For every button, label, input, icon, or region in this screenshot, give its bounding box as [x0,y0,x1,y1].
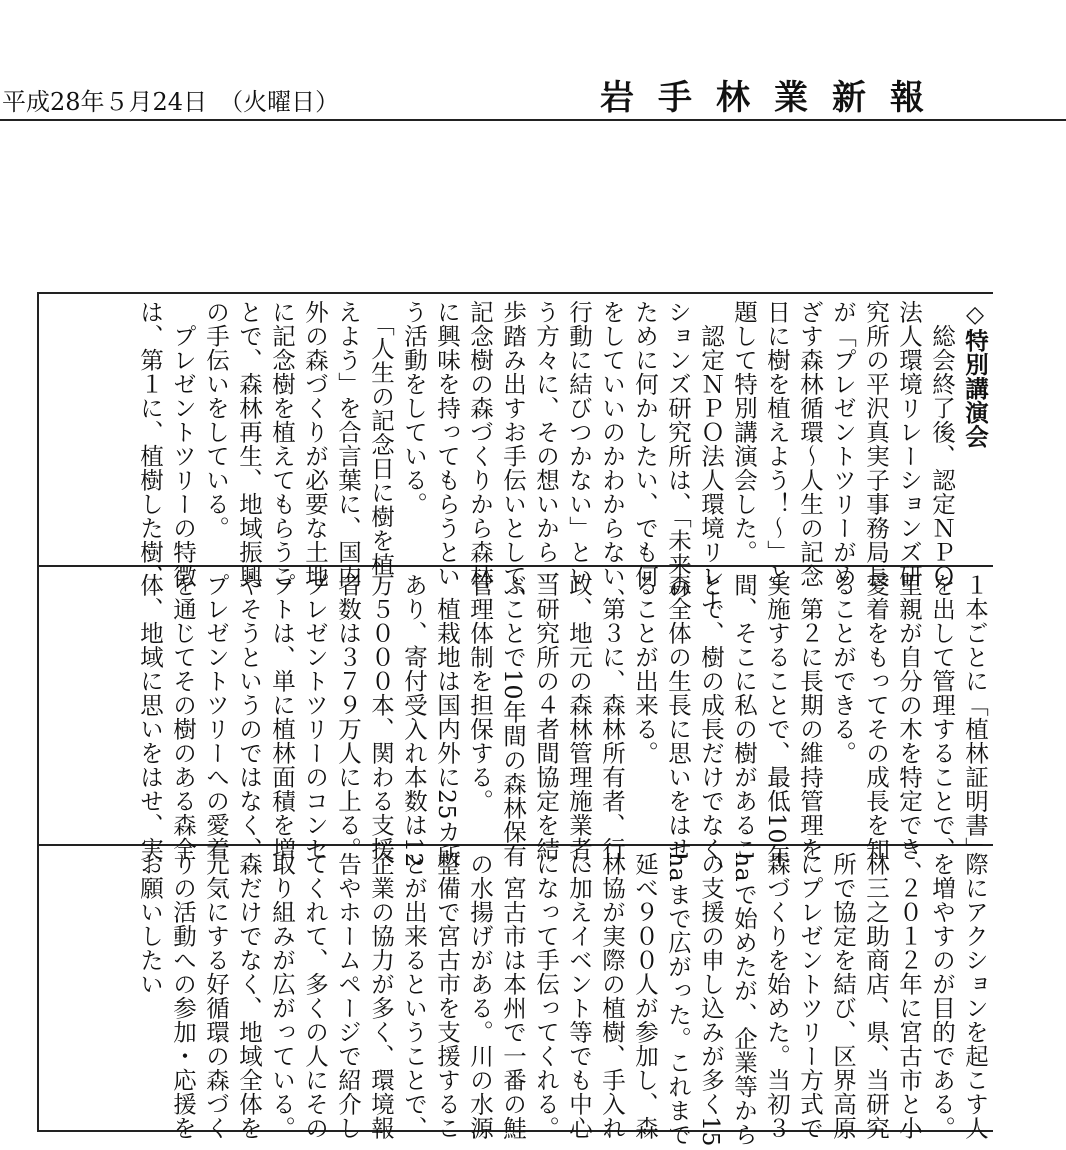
text-column: 「人生の記念日に樹を植 [367,300,395,577]
text-column: 管理体制を担保する。 [466,573,494,813]
text-column: ションズ研究所は、「未来の [664,300,692,601]
article-left-border [37,292,39,1132]
text-column: お願いしたい [136,852,164,996]
text-column: 認定ＮＰＯ法人環境リレー [697,300,725,612]
text-column: 題して特別講演会した。 [730,300,758,564]
text-column: 政、地元の森林管理施業者、 [565,573,593,885]
article-block-1 [52,300,989,612]
text-column: とで、森林再生、地域振興 [235,300,263,588]
text-column: やそうというのではなく、 [235,573,263,861]
text-column: 外の森づくりが必要な土地 [301,300,329,588]
text-column: 所で協定を結び、区界高原 [829,852,857,1140]
text-column: の支援の申し込みが多く15 [697,852,725,1147]
text-column: 歩踏み出すお手伝いとして、 [499,300,527,612]
text-column: 際にアクションを起こす人 [961,852,989,1140]
text-column: になって手伝ってくれる。 [532,852,560,1140]
text-column: 体、地域に思いをはせ、実 [136,573,164,861]
text-column: 告やホームページで紹介し [334,852,362,1140]
text-column: 森全体の生長に思いをはせ [664,573,692,861]
text-column: とが出来るということで、 [400,852,428,1140]
text-column: 森だけでなく、地域全体を [235,852,263,1140]
text-column: 延べ９００人が参加し、森 [631,852,659,1140]
text-column: 宮古市は本州で一番の鮭 [499,852,527,1140]
block1-top-rule [37,292,993,294]
text-column: プレゼントツリーのコンセ [301,573,329,861]
text-column: 植栽地は国内外に25カ所 [433,573,461,868]
masthead-rule [0,119,1066,121]
text-column: ぶことで10年間の森林保有 [499,573,527,868]
text-column: 企業の協力が多く、環境報 [367,852,395,1140]
text-column: 愛着をもってその成長を知 [862,573,890,861]
text-column: を出して管理することで、 [928,573,956,861]
text-column: 総会終了後、認定ＮＰＯ [928,300,956,588]
text-column: えよう」を合言葉に、国内 [334,300,362,588]
text-column: ることができる。 [829,573,857,765]
text-column: は、第１に、植樹した樹、 [136,300,164,588]
text-column: ２０１２年に宮古市と小 [895,852,923,1140]
text-column: 実施することで、最低10年 [763,573,791,868]
text-column: あり、寄付受入れ本数は12 [400,573,428,868]
text-column: とで、樹の成長だけでなく、 [697,573,725,885]
text-column: 間、そこに私の樹があるこ [730,573,758,861]
text-column: 究所の平沢真実子事務局長 [862,300,890,588]
article-block-2 [52,573,989,885]
text-column: の水揚げがある。川の水源 [466,852,494,1140]
text-column: プレゼントツリーへの愛着 [202,573,230,861]
text-column: haまで広がった。これまで [664,852,692,1147]
text-column: を通じてその樹のある森全 [169,573,197,861]
text-column: 法人環境リレーションズ研 [895,300,923,588]
text-column: の手伝いをしている。 [202,300,230,540]
text-column: に興味を持ってもらうとい [433,300,461,588]
text-column: 取り組みが広がっている。 [268,852,296,1140]
text-column: をしていいのかわからない、 [598,300,626,612]
text-column: 里親が自分の木を特定でき、 [895,573,923,885]
issue-date: 平成28年５月24日 （火曜日） [2,88,340,116]
newspaper-title: 岩手林業新報 [600,78,948,118]
text-column: にプレゼントツリー方式で [796,852,824,1140]
text-column: 行動に結びつかない」とい [565,300,593,588]
text-column: てくれて、多くの人にその [301,852,329,1140]
text-column: 林協が実際の植樹、手入れ [598,852,626,1140]
text-column: 森づくりを始めた。当初３ [763,852,791,1140]
text-column: りの活動への参加・応援を [169,852,197,1140]
text-column: に加えイベント等でも中心 [565,852,593,1140]
text-column: に記念樹を植えてもらうこ [268,300,296,588]
text-column: ために何かしたい、でも何 [631,300,659,588]
text-column: 第３に、森林所有者、行 [598,573,626,861]
section-heading: ◇特別講演会 [961,300,989,449]
text-column: haで始めたが、企業等から [730,852,758,1147]
text-column: 当研究所の４者間協定を結 [532,573,560,861]
text-column: 者数は３７９万人に上る。 [334,573,362,861]
text-column: が「プレゼントツリーがめ [829,300,857,588]
text-column: ることが出来る。 [631,573,659,765]
article-block-3 [52,852,989,1147]
text-column: プトは、単に植林面積を増 [268,573,296,861]
text-column: 第２に長期の維持管理を [796,573,824,861]
text-column: 記念樹の森づくりから森林 [466,300,494,588]
text-column: 林三之助商店、県、当研究 [862,852,890,1140]
text-column: 整備で宮古市を支援するこ [433,852,461,1140]
text-column: を増やすのが目的である。 [928,852,956,1140]
text-column: う活動をしている。 [400,300,428,516]
text-column: 日に樹を植えよう！～」と [763,300,791,588]
text-column: 元気にする好循環の森づく [202,852,230,1140]
text-column: プレゼントツリーの特徴 [169,300,197,588]
text-column: 万５０００本、関わる支援 [367,573,395,861]
text-column: １本ごとに「植林証明書」 [961,573,989,861]
text-column: う方々に、その想いから一 [532,300,560,588]
text-column: ざす森林循環～人生の記念 [796,300,824,588]
